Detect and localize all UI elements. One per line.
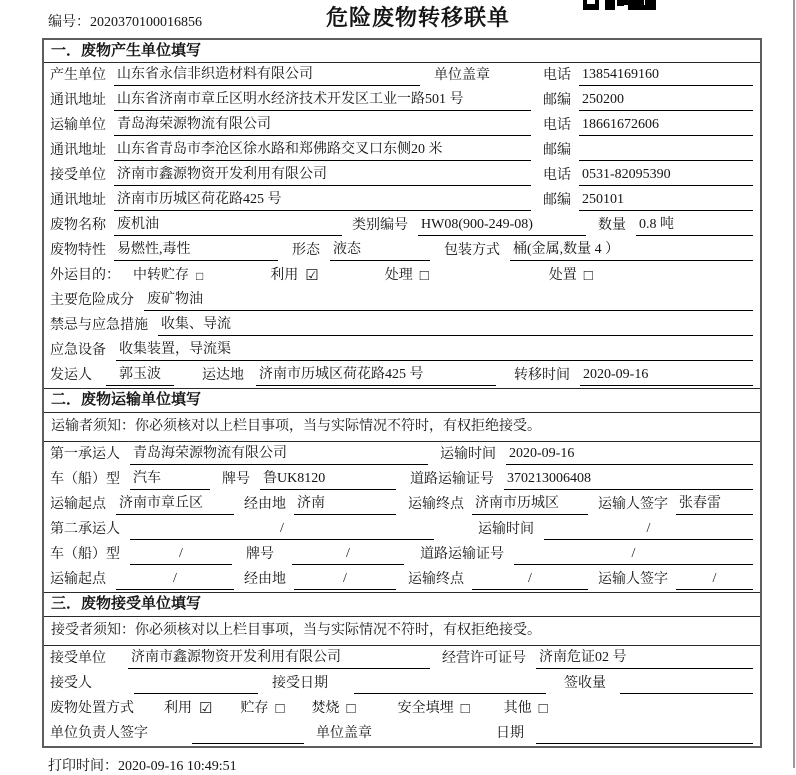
purpose-storage-label: 中转贮存 (133, 268, 189, 283)
purpose-option-utilize (270, 266, 318, 286)
packing-field: 桶(金属,数量 4 ） (510, 240, 753, 261)
page-title: 危险废物转移联单 (326, 5, 511, 30)
receiver-zip-field: 250101 (579, 190, 753, 211)
section1-header: 一．废物产生单位填写 (44, 40, 760, 63)
transfer-purpose-label: 外运目的： (50, 268, 120, 283)
dispatcher-field: 郭玉波 (106, 365, 174, 386)
recipient-row (44, 671, 760, 696)
receiver-phone-label: 电话 (543, 168, 571, 183)
emergency-equipment-label: 应急设备 (50, 343, 106, 358)
seal-date-field (536, 723, 753, 744)
dispatcher-label: 发运人 (50, 368, 92, 383)
disposal-method-label: 废物处置方式 (50, 701, 134, 716)
receiver-zip-label: 邮编 (543, 193, 571, 208)
road-license1-field: 370213006408 (504, 469, 753, 490)
accept-date-label: 接受日期 (272, 676, 328, 691)
disposal-landfill-checkbox: □ (460, 701, 470, 717)
producer-phone-label: 电话 (543, 68, 571, 83)
route1-sign-label: 运输人签字 (598, 497, 668, 512)
route2-sign-field: / (676, 569, 753, 590)
route1-start-field: 济南市章丘区 (116, 494, 234, 515)
disposal-other-label: 其他 (503, 701, 532, 716)
disposal-incinerate-label: 焚烧 (311, 701, 340, 716)
route2-via-field: / (294, 569, 396, 590)
receiver-address-field: 济南市历城区荷花路425 号 (114, 190, 531, 211)
disposal-option-utilize (164, 699, 212, 719)
qr-code-fragment (583, 0, 663, 10)
receipt-qty-label: 签收量 (564, 676, 606, 691)
hazard-component-row (44, 288, 760, 313)
producer-unit-label: 产生单位 (50, 68, 106, 83)
transport-time1-field: 2020-09-16 (506, 444, 753, 465)
accept-date-field (354, 673, 546, 694)
producer-address-field: 山东省济南市章丘区明水经济技术开发区工业一路501 号 (114, 90, 531, 111)
manifest-form (42, 38, 762, 748)
disposal-store-checkbox: □ (275, 701, 285, 717)
destination-label: 运达地 (202, 368, 244, 383)
transport-time1-label: 运输时间 (440, 447, 496, 462)
purpose-option-dispose (549, 266, 593, 286)
producer-unit-field: 山东省永信非织造材料有限公司 (114, 65, 420, 86)
document-number-value: 2020370100016856 (90, 15, 202, 30)
document-number-label: 编号： (48, 15, 90, 30)
waste-property-row (44, 238, 760, 263)
recipient-label: 接受人 (50, 676, 92, 691)
transporter-phone-label: 电话 (543, 118, 571, 133)
vehicle2-row (44, 542, 760, 567)
print-time-label: 打印时间： (48, 759, 118, 774)
responsible-sign-label: 单位负责人签字 (50, 726, 148, 741)
unit-seal-label: 单位盖章 (434, 68, 490, 83)
vehicle1-row (44, 467, 760, 492)
route2-end-field: / (472, 569, 588, 590)
responsible-sign-row (44, 721, 760, 746)
transporter-zip-label: 邮编 (543, 143, 571, 158)
first-carrier-label: 第一承运人 (50, 447, 120, 462)
transporter-unit-field: 青岛海荣源物流有限公司 (114, 115, 531, 136)
transporter-notice: 运输者须知：你必须核对以上栏目事项，当与实际情况不符时，有权拒绝接受。 (44, 413, 760, 442)
purpose-treat-label: 处理 (384, 268, 413, 283)
page-edge-line (793, 0, 795, 768)
disposal-store-label: 贮存 (240, 701, 269, 716)
receiver-unit-field: 济南市鑫源物资开发利用有限公司 (114, 165, 531, 186)
disposal-method-row (44, 696, 760, 721)
route1-start-label: 运输起点 (50, 497, 106, 512)
producer-address-row (44, 88, 760, 113)
receipt-qty-field (620, 673, 753, 694)
hazard-component-field: 废矿物油 (144, 290, 753, 311)
route1-sign-field: 张春雷 (676, 494, 753, 515)
emergency-equipment-field: 收集装置，导流渠 (116, 340, 753, 361)
purpose-dispose-label: 处置 (548, 268, 577, 283)
route1-end-field: 济南市历城区 (472, 494, 588, 515)
purpose-dispose-checkbox: □ (583, 268, 593, 284)
purpose-option-storage (133, 266, 203, 286)
route2-end-label: 运输终点 (408, 572, 464, 587)
transporter-zip-field (579, 140, 753, 161)
receiver-unit-label: 接受单位 (50, 168, 106, 183)
transport-time2-label: 运输时间 (478, 522, 534, 537)
waste-code-field: HW08(900-249-08) (418, 215, 586, 236)
print-time (48, 755, 796, 775)
purpose-treat-checkbox: □ (419, 268, 429, 284)
receiver-address-label: 通讯地址 (50, 193, 106, 208)
section3-header: 三．废物接受单位填写 (44, 592, 760, 617)
waste-name-field: 废机油 (114, 215, 342, 236)
producer-row (44, 63, 760, 88)
disposal-option-store (240, 699, 284, 719)
unit-seal2-label: 单位盖章 (316, 726, 372, 741)
disposal-other-checkbox: □ (538, 701, 548, 717)
transporter-phone-field: 18661672606 (579, 115, 753, 136)
route2-start-label: 运输起点 (50, 572, 106, 587)
plate2-field: / (292, 544, 404, 565)
disposal-utilize-checkbox: ☑ (199, 701, 213, 717)
plate1-field: 鲁UK8120 (260, 469, 396, 490)
emergency-equipment-row (44, 338, 760, 363)
second-carrier-row (44, 517, 760, 542)
business-license-field: 济南危证02 号 (536, 648, 753, 669)
taboo-measures-field: 收集、导流 (158, 315, 753, 336)
producer-phone-field: 13854169160 (579, 65, 753, 86)
waste-property-field: 易燃性,毒性 (114, 240, 278, 261)
waste-form-label: 形态 (292, 243, 320, 258)
disposal-option-landfill (398, 699, 470, 719)
route2-row (44, 567, 760, 592)
business-license-label: 经营许可证号 (442, 651, 526, 666)
waste-name-row (44, 213, 760, 238)
transfer-time-label: 转移时间 (514, 368, 570, 383)
road-license2-field: / (514, 544, 753, 565)
transport-time2-field: / (544, 519, 753, 540)
document-number (48, 11, 202, 31)
first-carrier-field: 青岛海荣源物流有限公司 (130, 444, 428, 465)
transporter-address-label: 通讯地址 (50, 143, 106, 158)
producer-address-label: 通讯地址 (50, 93, 106, 108)
route1-via-field: 济南 (294, 494, 396, 515)
transporter-row (44, 113, 760, 138)
taboo-measures-row (44, 313, 760, 338)
route2-sign-label: 运输人签字 (598, 572, 668, 587)
route1-end-label: 运输终点 (408, 497, 464, 512)
waste-qty-field: 0.8 吨 (636, 215, 753, 236)
accepting-unit-field: 济南市鑫源物资开发利用有限公司 (128, 648, 430, 669)
seal-date-label: 日期 (496, 726, 524, 741)
taboo-measures-label: 禁忌与应急措施 (50, 318, 148, 333)
vehicle-type1-field: 汽车 (130, 469, 210, 490)
accepting-unit-label: 接受单位 (50, 651, 106, 666)
first-carrier-row (44, 442, 760, 467)
purpose-utilize-checkbox: ☑ (305, 268, 319, 284)
waste-qty-label: 数量 (598, 218, 626, 233)
section2-header: 二．废物运输单位填写 (44, 388, 760, 413)
waste-form-field: 液态 (330, 240, 430, 261)
disposal-option-other (504, 699, 548, 719)
packing-label: 包装方式 (444, 243, 500, 258)
waste-name-label: 废物名称 (50, 218, 106, 233)
second-carrier-field: / (130, 519, 434, 540)
disposal-landfill-label: 安全填埋 (397, 701, 454, 716)
route2-start-field: / (116, 569, 234, 590)
purpose-utilize-label: 利用 (270, 268, 299, 283)
document-header (0, 0, 796, 38)
transfer-purpose-row (44, 263, 760, 288)
purpose-option-treat (385, 266, 429, 286)
transporter-unit-label: 运输单位 (50, 118, 106, 133)
print-time-value: 2020-09-16 10:49:51 (118, 759, 237, 774)
second-carrier-label: 第二承运人 (50, 522, 120, 537)
transporter-address-field: 山东省青岛市李沧区徐水路和郑佛路交叉口东侧20 米 (114, 140, 531, 161)
plate1-label: 牌号 (222, 472, 250, 487)
plate2-label: 牌号 (246, 547, 274, 562)
producer-zip-label: 邮编 (543, 93, 571, 108)
receiver-address-row (44, 188, 760, 213)
receiver-phone-field: 0531-82095390 (579, 165, 753, 186)
vehicle-type2-field: / (130, 544, 232, 565)
responsible-sign-field (192, 723, 304, 744)
hazard-component-label: 主要危险成分 (50, 293, 134, 308)
waste-property-label: 废物特性 (50, 243, 106, 258)
route1-via-label: 经由地 (244, 497, 286, 512)
route2-via-label: 经由地 (244, 572, 286, 587)
receiver-notice: 接受者须知：你必须核对以上栏目事项，当与实际情况不符时，有权拒绝接受。 (44, 617, 760, 646)
transfer-time-field: 2020-09-16 (580, 365, 753, 386)
dispatch-row (44, 363, 760, 388)
producer-zip-field: 250200 (579, 90, 753, 111)
transporter-address-row (44, 138, 760, 163)
recipient-field (134, 673, 258, 694)
road-license1-label: 道路运输证号 (410, 472, 494, 487)
vehicle-type2-label: 车（船）型 (50, 547, 120, 562)
disposal-incinerate-checkbox: □ (346, 701, 356, 717)
disposal-utilize-label: 利用 (164, 701, 192, 716)
purpose-storage-checkbox: □ (196, 269, 204, 283)
receiver-row (44, 163, 760, 188)
destination-field: 济南市历城区荷花路425 号 (256, 365, 496, 386)
vehicle-type1-label: 车（船）型 (50, 472, 120, 487)
route1-row (44, 492, 760, 517)
disposal-option-incinerate (312, 699, 356, 719)
waste-code-label: 类别编号 (352, 218, 408, 233)
accepting-unit-row (44, 646, 760, 671)
road-license2-label: 道路运输证号 (420, 547, 504, 562)
